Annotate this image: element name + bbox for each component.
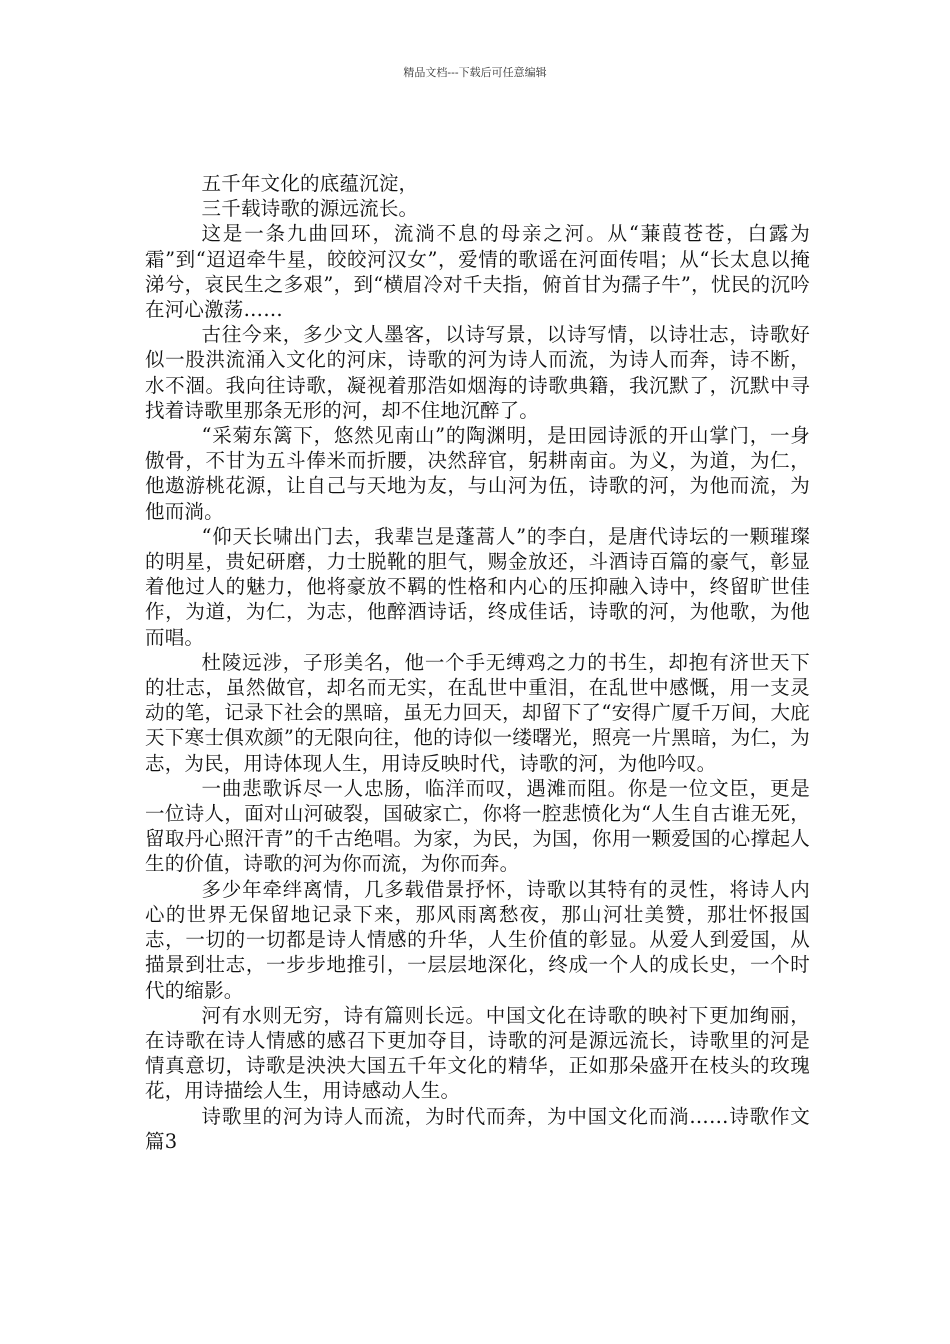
paragraph-8: 一曲悲歌诉尽一人忠肠，临洋而叹，遇滩而阻。你是一位文臣，更是一位诗人，面对山河破裂，国破家亡，你将一腔悲愤化为“人生自古谁无死，留取丹心照汗青”的千古绝唱。为家，为民，为国，你用一颗爱国的心撑起人生的价值，诗歌的河为你而流，为你而奔。: [145, 776, 810, 876]
paragraph-3: 这是一条九曲回环，流淌不息的母亲之河。从“蒹葭苍苍，白露为霜”到“迢迢牵牛星，皎皎河汉女”，爱情的歌谣在河面传唱；从“长太息以掩涕兮，哀民生之多艰”，到“横眉冷对千夫指，俯首甘为孺子牛”，忧民的沉吟在河心激荡……: [145, 222, 810, 322]
paragraph-1: 五千年文化的底蕴沉淀，: [201, 172, 419, 195]
paragraph-5: “采菊东篱下，悠然见南山”的陶渊明，是田园诗派的开山掌门，一身傲骨，不甘为五斗俸米而折腰，决然辞官，躬耕南亩。为义，为道，为仁，他遨游桃花源，让自己与天地为友，与山河为伍，诗歌的河，为他而流，为他而淌。: [145, 424, 810, 523]
paragraph-7: 杜陵远涉，子形美名，他一个手无缚鸡之力的书生，却抱有济世天下的壮志，虽然做官，却名而无实，在乱世中重泪，在乱世中感慨，用一支灵动的笔，记录下社会的黑暗，虽无力回天，却留下了“安得广厦千万间，大庇天下寒士俱欢颜”的无限向往，他的诗似一缕曙光，照亮一片黑暗，为仁，为志，为民，用诗体现人生，用诗反映时代，诗歌的河，为他吟叹。: [145, 650, 810, 775]
page-header: 精品文档---下载后可任意编辑: [403, 66, 547, 79]
paragraph-6: “仰天长啸出门去，我辈岂是蓬蒿人”的李白，是唐代诗坛的一颗璀璨的明星，贵妃研磨，力士脱靴的胆气，赐金放还，斗酒诗百篇的豪气，彰显着他过人的魅力，他将豪放不羁的性格和内心的压抑融入诗中，终留旷世佳作，为道，为仁，为志，他醉酒诗话，终成佳话，诗歌的河，为他歌，为他而唱。: [145, 524, 810, 649]
paragraph-2: 三千载诗歌的源远流长。: [201, 197, 419, 221]
paragraph-4: 古往今来，多少文人墨客，以诗写景，以诗写情，以诗壮志，诗歌好似一股洪流涌入文化的河床，诗歌的河为诗人而流，为诗人而奔，诗不断，水不涸。我向往诗歌，凝视着那浩如烟海的诗歌典籍，我沉默了，沉默中寻找着诗歌里那条无形的河，却不住地沉醉了。: [145, 323, 810, 422]
document-body: [145, 171, 810, 1154]
paragraph-11: 诗歌里的河为诗人而流，为时代而奔，为中国文化而淌……诗歌作文 篇3: [145, 1104, 810, 1153]
paragraph-9: 多少年牵绊离情，几多载借景抒怀，诗歌以其特有的灵性，将诗人内心的世界无保留地记录下来，那风雨离愁夜，那山河壮美赞，那壮怀报国志，一切的一切都是诗人情感的升华，人生价值的彰显。从爱人到爱国，从描景到壮志，一步步地推引，一层层地深化，终成一个人的成长史，一个时代的缩影。: [145, 877, 810, 1002]
paragraph-10: 河有水则无穷，诗有篇则长远。中国文化在诗歌的映衬下更加绚丽，在诗歌在诗人情感的感召下更加夺目，诗歌的河是源远流长，诗歌里的河是情真意切，诗歌是泱泱大国五千年文化的精华，正如那朵盛开在枝头的玫瑰花，用诗描绘人生，用诗感动人生。: [145, 1003, 810, 1103]
